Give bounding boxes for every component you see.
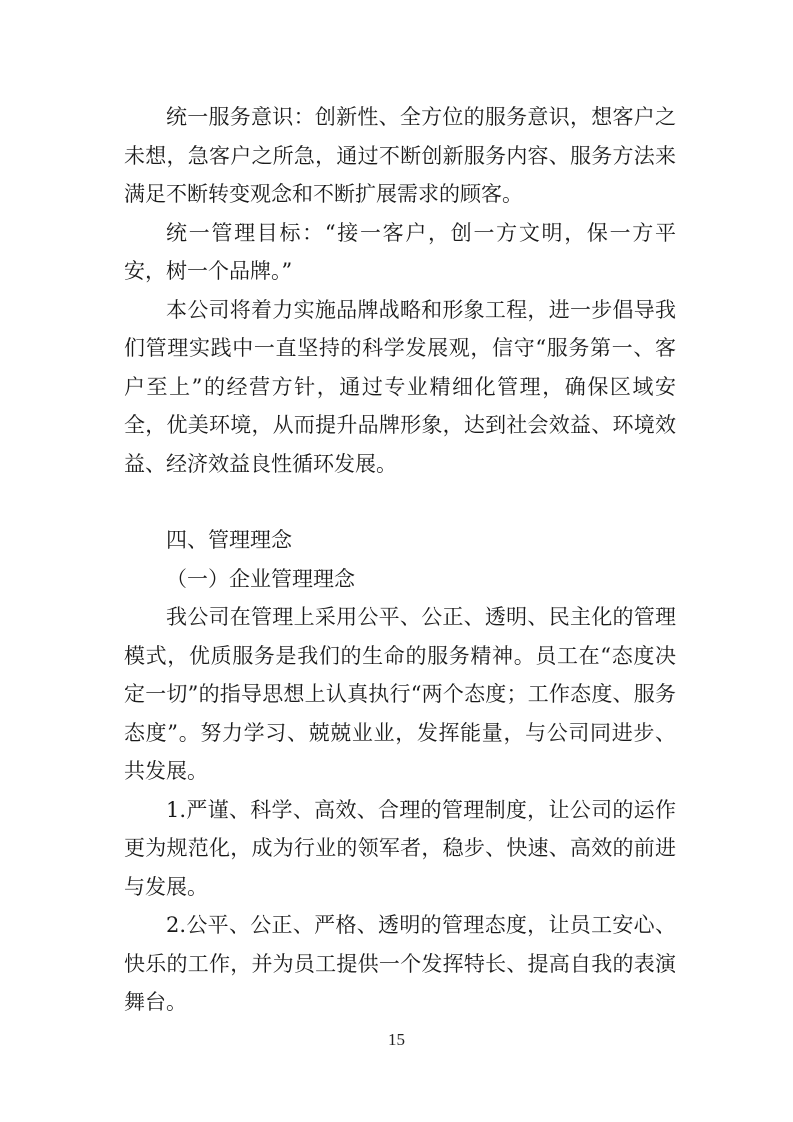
paragraph-management-goal: 统一管理目标：“接一客户，创一方文明，保一方平安，树一个品牌。” <box>124 220 676 283</box>
paragraph-management-mode: 我公司在管理上采用公平、公正、透明、民主化的管理模式，优质服务是我们的生命的服务精神。员工在“态度决定一切”的指导思想上认真执行“两个态度；工作态度、服务态度”。努力学习、兢兢业业，发挥能量，与公司同进步、共发展。 <box>124 605 676 783</box>
list-item-management-attitude: 2.公平、公正、严格、透明的管理态度，让员工安心、快乐的工作，并为员工提供一个发挥特长、提高自我的表演舞台。 <box>124 913 676 1014</box>
subsection-heading: （一）企业管理理念 <box>166 566 355 591</box>
section-heading: 四、管理理念 <box>166 528 292 552</box>
paragraph-service-awareness: 统一服务意识：创新性、全方位的服务意识，想客户之未想，急客户之所急，通过不断创新服务内容、服务方法来满足不断转变观念和不断扩展需求的顾客。 <box>124 105 676 206</box>
page-number: 15 <box>388 1030 405 1049</box>
document-body <box>124 98 676 1022</box>
list-item-management-system: 1.严谨、科学、高效、合理的管理制度，让公司的运作更为规范化，成为行业的领军者，稳步、快速、高效的前进与发展。 <box>124 797 676 899</box>
section-spacer <box>124 483 676 521</box>
paragraph-brand-strategy: 本公司将着力实施品牌战略和形象工程，进一步倡导我们管理实践中一直坚持的科学发展观，信守“服务第一、客户至上”的经营方针，通过专业精细化管理，确保区域安全，优美环境，从而提升品牌形象，达到社会效益、环境效益、经济效益良性循环发展。 <box>124 297 676 476</box>
